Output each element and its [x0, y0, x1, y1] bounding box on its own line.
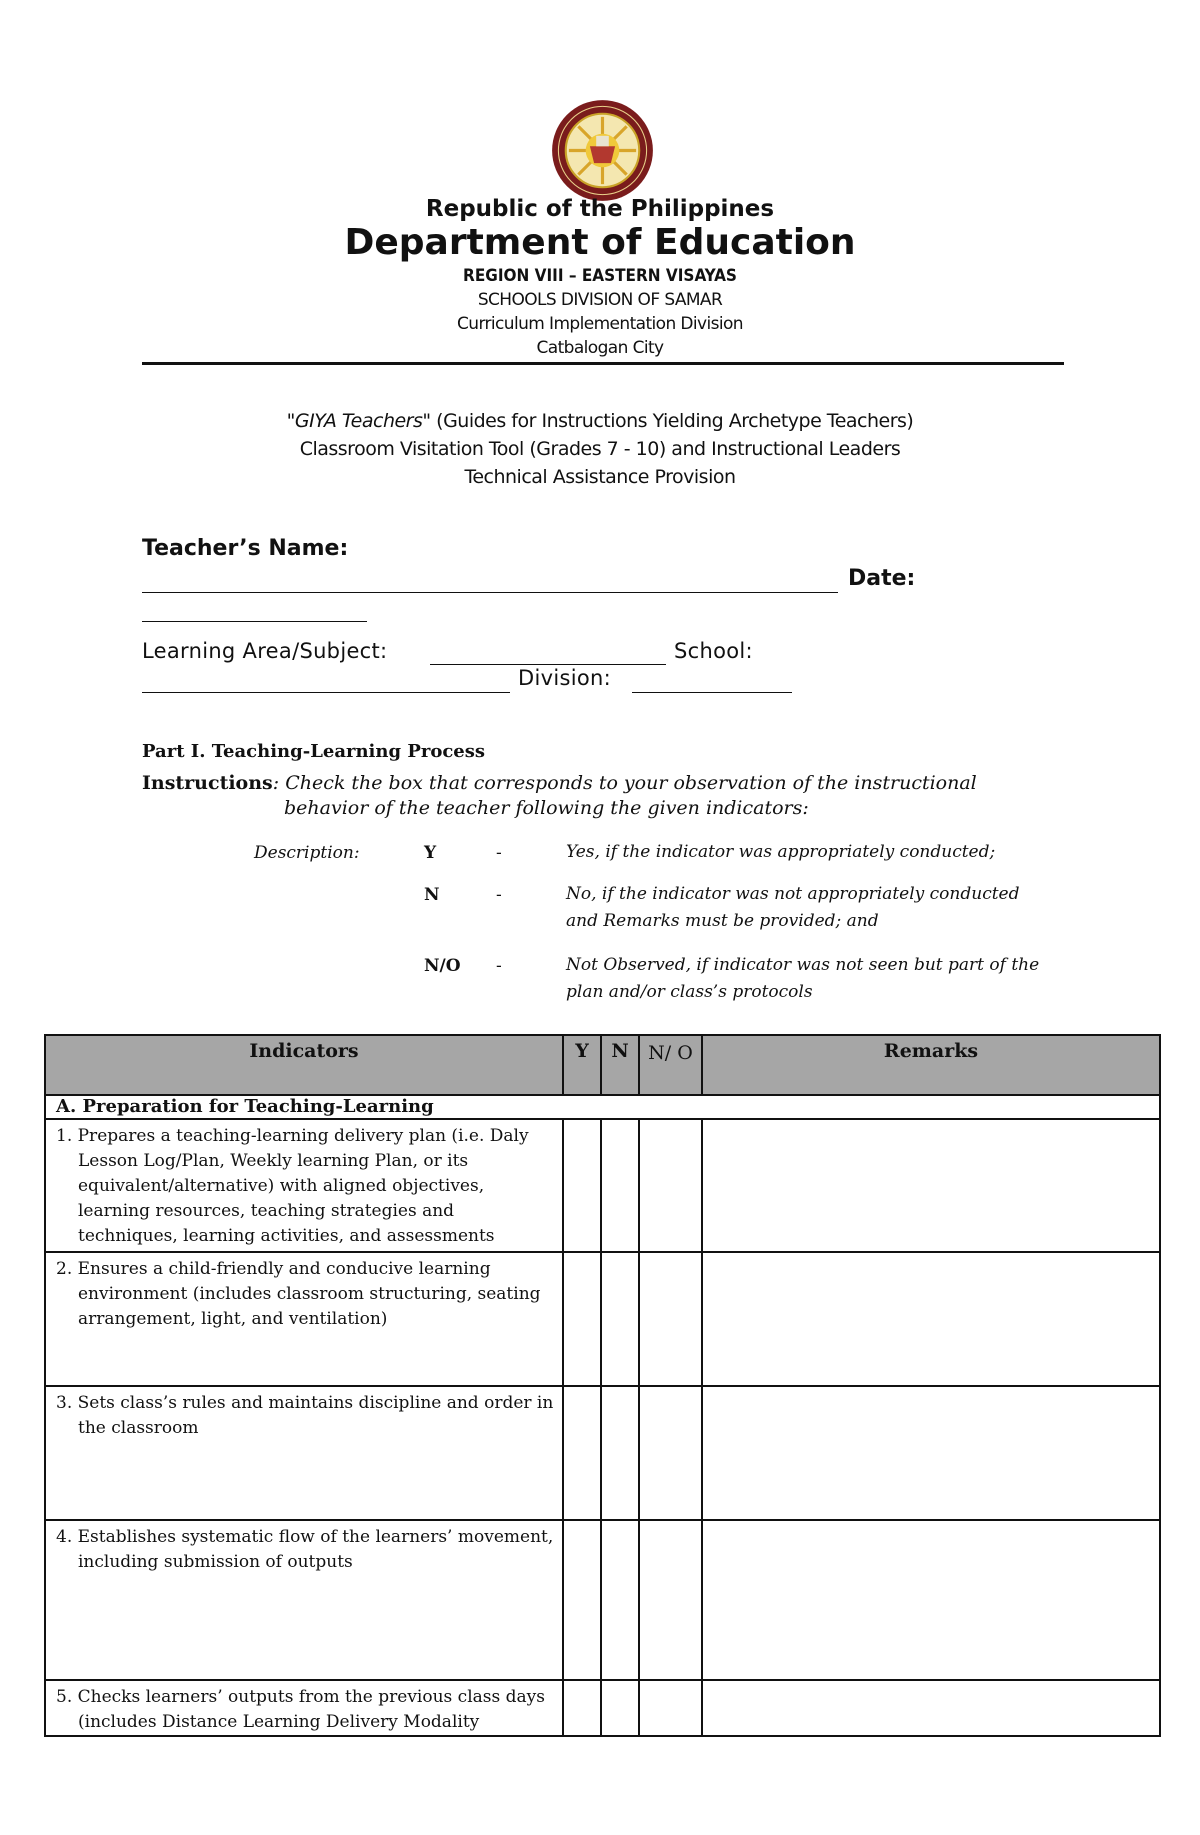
n-header: N: [601, 1035, 639, 1095]
legend-dash-no: -: [496, 956, 502, 976]
table-row: [45, 1119, 1160, 1252]
table-header-row: [45, 1035, 1160, 1095]
part1-heading: Part I. Teaching-Learning Process: [142, 741, 486, 762]
division-field[interactable]: [632, 692, 792, 693]
division-label: Division:: [518, 666, 611, 690]
division-seal-logo: [550, 98, 655, 203]
legend-code-n: N: [424, 885, 440, 905]
y-header: Y: [563, 1035, 601, 1095]
teacher-name-label: Teacher’s Name:: [142, 536, 349, 561]
legend-text-no: Not Observed, if indicator was not seen but part of the plan and/or class’s protocols: [566, 955, 1040, 1002]
remarks-cell[interactable]: [702, 1520, 1160, 1680]
table-row: [45, 1680, 1160, 1736]
legend-code-no: N/O: [424, 956, 461, 976]
legend-code-y: Y: [424, 843, 437, 863]
school-label: School:: [674, 639, 753, 663]
no-checkbox[interactable]: [639, 1119, 702, 1252]
indicators-table: [44, 1034, 1161, 1737]
y-checkbox[interactable]: [563, 1520, 601, 1680]
indicator-text: 4. Establishes systematic flow of the learners’ movement, including submission of outputs: [45, 1520, 563, 1680]
date-field[interactable]: [142, 621, 367, 622]
table-row: [45, 1386, 1160, 1520]
y-checkbox[interactable]: [563, 1119, 601, 1252]
legend-text-n: No, if the indicator was not appropriately conducted and Remarks must be provided; and: [566, 884, 1020, 931]
no-checkbox[interactable]: [639, 1252, 702, 1386]
y-checkbox[interactable]: [563, 1252, 601, 1386]
date-label: Date:: [848, 566, 916, 591]
office-line: Curriculum Implementation Division: [457, 314, 743, 334]
indicator-text: 3. Sets class’s rules and maintains discipline and order in the classroom: [45, 1386, 563, 1520]
legend-dash-n: -: [496, 885, 502, 905]
no-checkbox[interactable]: [639, 1680, 702, 1736]
y-checkbox[interactable]: [563, 1386, 601, 1520]
department-heading: Department of Education: [344, 222, 856, 263]
school-field[interactable]: [142, 692, 510, 693]
indicators-header: Indicators: [45, 1035, 563, 1095]
division-line: SCHOOLS DIVISION OF SAMAR: [477, 290, 723, 310]
tool-title-line3: Technical Assistance Provision: [464, 466, 736, 488]
remarks-cell[interactable]: [702, 1680, 1160, 1736]
giya-teachers-label: "GIYA Teachers": [286, 410, 431, 432]
subject-field[interactable]: [430, 664, 666, 665]
region-line: REGION VIII – EASTERN VISAYAS: [463, 266, 737, 286]
header-divider: [142, 362, 1064, 365]
instructions-label: Instructions: [142, 772, 273, 794]
description-label: Description:: [254, 843, 360, 863]
indicator-text: 5. Checks learners’ outputs from the previous class days (includes Distance Learning Delivery Modality: [45, 1680, 563, 1736]
legend-text-y: Yes, if the indicator was appropriately conducted;: [566, 842, 996, 862]
y-checkbox[interactable]: [563, 1680, 601, 1736]
n-checkbox[interactable]: [601, 1252, 639, 1386]
republic-heading: Republic of the Philippines: [425, 196, 775, 222]
no-checkbox[interactable]: [639, 1386, 702, 1520]
teacher-name-field[interactable]: [142, 592, 838, 593]
city-line: Catbalogan City: [536, 338, 664, 358]
indicator-text: 1. Prepares a teaching-learning delivery plan (i.e. Daly Lesson Log/Plan, Weekly learning Plan, or its equivalent/alternative) with aligned objectives, learning resources, teaching strategies and techniques, learning activities, and assessments: [45, 1119, 563, 1252]
table-row: [45, 1520, 1160, 1680]
no-checkbox[interactable]: [639, 1520, 702, 1680]
instructions: [142, 768, 1002, 798]
remarks-cell[interactable]: [702, 1119, 1160, 1252]
n-checkbox[interactable]: [601, 1386, 639, 1520]
n-checkbox[interactable]: [601, 1119, 639, 1252]
instructions-text-1: : Check the box that corresponds to your observation of the instructional: [272, 772, 977, 794]
remarks-cell[interactable]: [702, 1386, 1160, 1520]
table-row: [45, 1252, 1160, 1386]
section-a-row: [45, 1095, 1160, 1119]
tool-title-line1: [0, 410, 1200, 432]
remarks-header: Remarks: [702, 1035, 1160, 1095]
tool-title-line2: Classroom Visitation Tool (Grades 7 - 10) and Instructional Leaders: [299, 438, 901, 460]
n-checkbox[interactable]: [601, 1520, 639, 1680]
section-a-title: A. Preparation for Teaching-Learning: [45, 1095, 1160, 1119]
instructions-text-2: behavior of the teacher following the given indicators:: [284, 797, 809, 819]
no-header: N/ O: [639, 1035, 702, 1095]
legend-dash-y: -: [496, 843, 502, 863]
n-checkbox[interactable]: [601, 1680, 639, 1736]
indicator-text: 2. Ensures a child-friendly and conducive learning environment (includes classroom structuring, seating arrangement, light, and ventilation): [45, 1252, 563, 1386]
remarks-cell[interactable]: [702, 1252, 1160, 1386]
subject-label: Learning Area/Subject:: [142, 639, 388, 663]
giya-expansion: (Guides for Instructions Yielding Archetype Teachers): [430, 410, 914, 432]
